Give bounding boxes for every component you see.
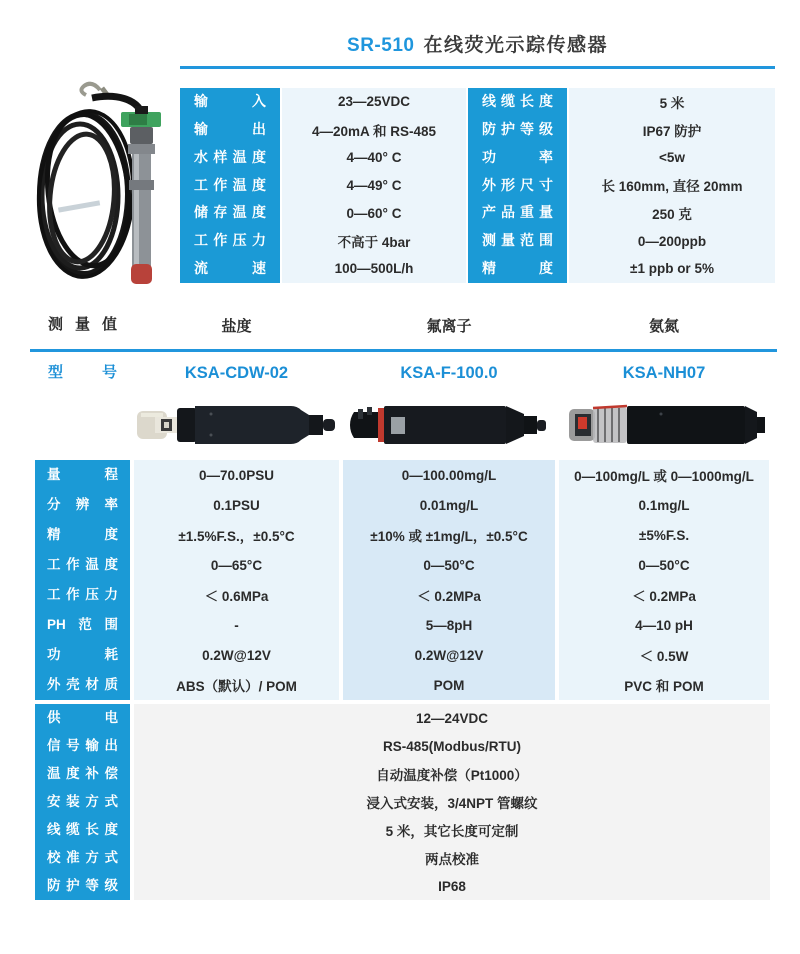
spec-value: 0.1PSU (134, 490, 339, 520)
spec-value: 0—50°C (559, 550, 769, 580)
spec-value: 0—70.0PSU (134, 460, 339, 490)
spec-value: - (134, 610, 339, 640)
product-name: 在线荧光示踪传感器 (423, 35, 608, 56)
measure-fluoride: 氟离子 (426, 317, 472, 335)
spec-label: 输出 (180, 116, 280, 144)
spec-label: 线缆长度 (468, 88, 567, 116)
spec-label: 精度 (35, 520, 130, 550)
spec-label: 产品重量 (468, 199, 567, 227)
product-model-number: SR-510 (347, 35, 415, 56)
spec-label: 工作温度 (35, 550, 130, 580)
spec-value: 5 米 (569, 88, 775, 116)
measure-salinity: 盐度 (221, 317, 252, 335)
spec-value: 5 米，其它长度可定制 (134, 816, 770, 844)
probe-photo-fluoride (348, 392, 548, 458)
spec-label: 安装方式 (35, 788, 130, 816)
page-title (180, 30, 775, 57)
title-divider (180, 66, 775, 69)
spec-value: 4—20mA 和 RS-485 (282, 116, 466, 144)
probe-photo-salinity (133, 392, 341, 458)
model-spec-table (35, 460, 770, 700)
spec-value: IP68 (134, 872, 770, 900)
model-label: 型号 (48, 364, 117, 381)
spec-label: 水样温度 (180, 144, 280, 172)
model-ksa-nh07: KSA-NH07 (622, 363, 706, 382)
spec-label: 外形尺寸 (468, 172, 567, 200)
spec-label: PH范围 (35, 610, 130, 640)
spec-value: IP67 防护 (569, 116, 775, 144)
spec-value: 5—8pH (343, 610, 555, 640)
spec-value: 0.1mg/L (559, 490, 769, 520)
spec-value: 23—25VDC (282, 88, 466, 116)
measure-ammonia: 氨氮 (648, 317, 679, 335)
spec-value: 4—49° C (282, 172, 466, 200)
spec-label: 校准方式 (35, 844, 130, 872)
spec-label: 工作压力 (180, 227, 280, 255)
spec-value: 0—200ppb (569, 227, 775, 255)
spec-value: ＜ 0.2MPa (559, 580, 769, 610)
spec-value: ＜ 0.2MPa (343, 580, 555, 610)
spec-value: 0.2W@12V (343, 640, 555, 670)
spec-label: 测量范围 (468, 227, 567, 255)
model-ksa-cdw-02: KSA-CDW-02 (184, 363, 289, 382)
spec-label: 功耗 (35, 640, 130, 670)
measured-value-row (35, 312, 770, 338)
measured-value-label: 测量值 (48, 316, 117, 333)
spec-value: 浸入式安装，3/4NPT 管螺纹 (134, 788, 770, 816)
probe-photo-ammonia (565, 392, 765, 458)
spec-value: 12—24VDC (134, 704, 770, 732)
spec-value: 4—10 pH (559, 610, 769, 640)
spec-label: 防护等级 (35, 872, 130, 900)
spec-value: 100—500L/h (282, 255, 466, 283)
spec-value: 4—40° C (282, 144, 466, 172)
spec-value: ±1 ppb or 5% (569, 255, 775, 283)
spec-value: 0.01mg/L (343, 490, 555, 520)
product-photo (22, 76, 178, 294)
spec-value: POM (343, 670, 555, 700)
spec-label: 分辨率 (35, 490, 130, 520)
spec-value: 0—65°C (134, 550, 339, 580)
spec-value: ＜ 0.5W (559, 640, 769, 670)
model-number-row (35, 360, 770, 386)
spec-label: 供电 (35, 704, 130, 732)
spec-label: 防护等级 (468, 116, 567, 144)
spec-value: 0—100.00mg/L (343, 460, 555, 490)
spec-value: 0—60° C (282, 199, 466, 227)
spec-label: 温度补偿 (35, 760, 130, 788)
spec-value: ±10% 或 ±1mg/L，±0.5°C (343, 520, 555, 550)
spec-value: 长 160mm, 直径 20mm (569, 172, 775, 200)
spec-value: 0—100mg/L 或 0—1000mg/L (559, 460, 769, 490)
spec-value: RS-485(Modbus/RTU) (134, 732, 770, 760)
section-divider (30, 349, 777, 352)
spec-value: ±1.5%F.S.，±0.5°C (134, 520, 339, 550)
spec-label: 量程 (35, 460, 130, 490)
spec-value: 0.2W@12V (134, 640, 339, 670)
common-spec-table (35, 704, 770, 900)
spec-value: 250 克 (569, 199, 775, 227)
model-ksa-f-100: KSA-F-100.0 (400, 363, 498, 382)
spec-label: 输入 (180, 88, 280, 116)
spec-value: ±5%F.S. (559, 520, 769, 550)
spec-label: 信号输出 (35, 732, 130, 760)
spec-label: 储存温度 (180, 199, 280, 227)
spec-value: PVC 和 POM (559, 670, 769, 700)
spec-label: 功率 (468, 144, 567, 172)
spec-label: 工作压力 (35, 580, 130, 610)
spec-value: 自动温度补偿（Pt1000） (134, 760, 770, 788)
spec-value: 不高于 4bar (282, 227, 466, 255)
spec-label: 线缆长度 (35, 816, 130, 844)
spec-label: 流速 (180, 255, 280, 283)
spec-value: 两点校准 (134, 844, 770, 872)
spec-label: 外壳材质 (35, 670, 130, 700)
overview-spec-table (180, 88, 775, 283)
spec-value: ABS（默认）/ POM (134, 670, 339, 700)
spec-value: 0—50°C (343, 550, 555, 580)
spec-label: 工作温度 (180, 172, 280, 200)
spec-value: ＜ 0.6MPa (134, 580, 339, 610)
spec-value: <5w (569, 144, 775, 172)
spec-label: 精度 (468, 255, 567, 283)
